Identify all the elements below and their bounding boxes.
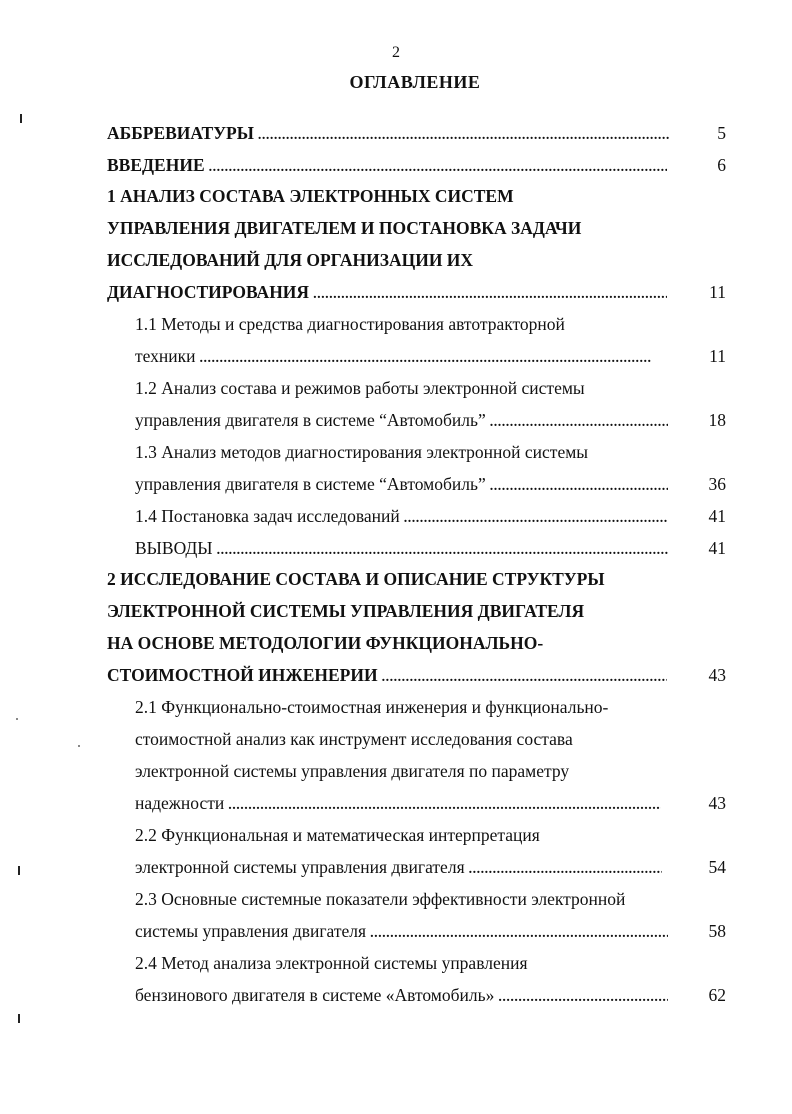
- toc-entry-text: СТОИМОСТНОЙ ИНЖЕНЕРИИ: [107, 665, 378, 685]
- toc-section-2-1-line[interactable]: электронной системы управления двигателя по параметру: [135, 761, 570, 781]
- toc-entry-text: электронной системы управления двигателя: [135, 857, 465, 877]
- page-number: 2: [392, 44, 400, 61]
- toc-section-1-3[interactable]: [135, 472, 668, 496]
- toc-chapter-1-line[interactable]: УПРАВЛЕНИЯ ДВИГАТЕЛЕМ И ПОСТАНОВКА ЗАДАЧИ: [107, 218, 582, 238]
- toc-entry-text: бензинового двигателя в системе «Автомобиль»: [135, 985, 495, 1005]
- toc-section-2-3-line[interactable]: 2.3 Основные системные показатели эффективности электронной: [135, 889, 626, 909]
- toc-entry-introduction[interactable]: [107, 153, 667, 177]
- toc-page-number: 41: [708, 506, 726, 526]
- toc-chapter-1-line[interactable]: ИССЛЕДОВАНИЙ ДЛЯ ОРГАНИЗАЦИИ ИХ: [107, 250, 474, 270]
- toc-section-2-4[interactable]: [135, 983, 668, 1007]
- toc-page-number: 11: [709, 282, 726, 302]
- toc-page-number: 5: [717, 123, 726, 143]
- toc-entry-text: системы управления двигателя: [135, 921, 367, 941]
- toc-section-2-2-line[interactable]: 2.2 Функциональная и математическая интерпретация: [135, 825, 540, 845]
- toc-entry-text: 1.4 Постановка задач исследований: [135, 506, 400, 526]
- toc-entry-text: управления двигателя в системе “Автомобиль”: [135, 474, 486, 494]
- toc-chapter-2[interactable]: [107, 663, 667, 687]
- toc-section-1-2[interactable]: [135, 408, 668, 432]
- toc-section-1-3-line[interactable]: 1.3 Анализ методов диагностирования электронной системы: [135, 442, 589, 462]
- toc-page-number: 62: [708, 985, 726, 1005]
- toc-page-number: 41: [708, 538, 726, 558]
- toc-section-1-1[interactable]: [135, 344, 652, 368]
- toc-entry-text: АББРЕВИАТУРЫ: [107, 123, 254, 143]
- scan-mark: [18, 866, 20, 875]
- toc-page-number: 6: [717, 155, 726, 175]
- toc-page-number: 43: [708, 793, 726, 813]
- toc-section-conclusions[interactable]: [135, 536, 668, 560]
- scan-mark: [18, 1014, 20, 1023]
- toc-page-number: 54: [708, 857, 726, 877]
- toc-chapter-2-line[interactable]: НА ОСНОВЕ МЕТОДОЛОГИИ ФУНКЦИОНАЛЬНО-: [107, 633, 544, 653]
- toc-entry-text: надежности: [135, 793, 225, 813]
- toc-page-number: 43: [708, 665, 726, 685]
- toc-section-2-3[interactable]: [135, 919, 668, 943]
- toc-section-1-4[interactable]: [135, 504, 668, 528]
- toc-page-number: 36: [708, 474, 726, 494]
- toc-chapter-2-line[interactable]: 2 ИССЛЕДОВАНИЕ СОСТАВА И ОПИСАНИЕ СТРУКТУРЫ: [107, 569, 605, 589]
- toc-section-1-1-line[interactable]: 1.1 Методы и средства диагностирования автотракторной: [135, 314, 565, 334]
- toc-section-2-4-line[interactable]: 2.4 Метод анализа электронной системы управления: [135, 953, 528, 973]
- toc-entry-text: ВВЕДЕНИЕ: [107, 155, 205, 175]
- toc-section-2-1-line[interactable]: стоимостной анализ как инструмент исследования состава: [135, 729, 573, 749]
- scan-mark: [20, 114, 22, 123]
- page-title: ОГЛАВЛЕНИЕ: [349, 72, 481, 92]
- toc-page-number: 11: [709, 346, 726, 366]
- scan-speck: [16, 718, 18, 720]
- toc-entry-text: ВЫВОДЫ: [135, 538, 213, 558]
- scan-speck: [78, 745, 80, 747]
- toc-section-2-1[interactable]: [135, 791, 661, 815]
- toc-entry-text: ДИАГНОСТИРОВАНИЯ: [107, 282, 310, 302]
- toc-page-number: 18: [708, 410, 726, 430]
- toc-entry-text: техники: [135, 346, 196, 366]
- toc-section-2-1-line[interactable]: 2.1 Функционально-стоимостная инженерия и функционально-: [135, 697, 609, 717]
- toc-section-2-2[interactable]: [135, 855, 662, 879]
- toc-chapter-2-line[interactable]: ЭЛЕКТРОННОЙ СИСТЕМЫ УПРАВЛЕНИЯ ДВИГАТЕЛЯ: [107, 601, 585, 621]
- toc-page-number: 58: [708, 921, 726, 941]
- toc-entry-abbreviations[interactable]: [107, 121, 670, 145]
- toc-chapter-1[interactable]: [107, 280, 667, 304]
- toc-section-1-2-line[interactable]: 1.2 Анализ состава и режимов работы электронной системы: [135, 378, 585, 398]
- toc-entry-text: управления двигателя в системе “Автомобиль”: [135, 410, 486, 430]
- toc-chapter-1-line[interactable]: 1 АНАЛИЗ СОСТАВА ЭЛЕКТРОННЫХ СИСТЕМ: [107, 186, 514, 206]
